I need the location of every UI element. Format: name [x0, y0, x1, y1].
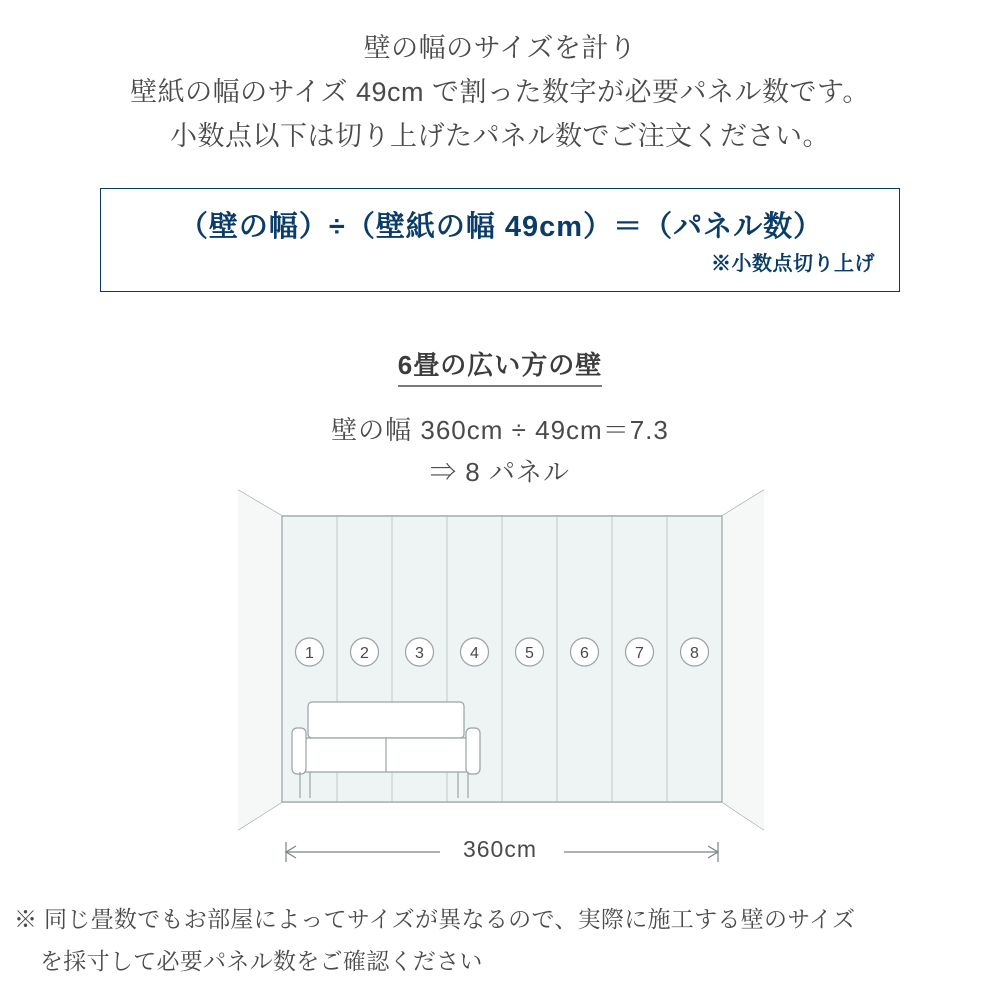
panel-number-7: 7: [635, 645, 644, 662]
section-title-label: 6畳の広い方の壁: [398, 350, 602, 387]
section-title: [0, 345, 1000, 382]
footnote-line-1: ※ 同じ畳数でもお部屋によってサイズが異なるので、実際に施工する壁のサイズ: [14, 906, 856, 932]
formula-text: （壁の幅）÷（壁紙の幅 49cm）＝（パネル数）: [178, 211, 824, 243]
calculation-line-2: ⇒ 8 パネル: [430, 457, 570, 487]
footnote-line-2: を採寸して必要パネル数をご確認ください: [40, 948, 483, 974]
intro-text: [0, 26, 1000, 158]
intro-line-3: 小数点以下は切り上げたパネル数でご注文ください。: [170, 121, 830, 151]
panel-number-6: 6: [580, 645, 589, 662]
intro-line-1: 壁の幅のサイズを計り: [363, 33, 637, 63]
formula-note: ※小数点切り上げ: [711, 253, 875, 275]
panel-number-3: 3: [415, 645, 424, 662]
room-diagram: [230, 480, 770, 870]
dimension-label: 360cm: [462, 836, 538, 862]
footnote: [14, 898, 994, 982]
formula-box: [100, 188, 900, 292]
panel-number-5: 5: [525, 645, 534, 662]
intro-line-2: 壁紙の幅のサイズ 49cm で割った数字が必要パネル数です。: [130, 77, 870, 107]
calculation-line-1: 壁の幅 360cm ÷ 49cm＝7.3: [331, 415, 669, 445]
panel-number-4: 4: [470, 645, 479, 662]
panel-number-2: 2: [360, 645, 369, 662]
panel-number-8: 8: [690, 645, 699, 662]
panel-number-1: 1: [305, 645, 314, 662]
